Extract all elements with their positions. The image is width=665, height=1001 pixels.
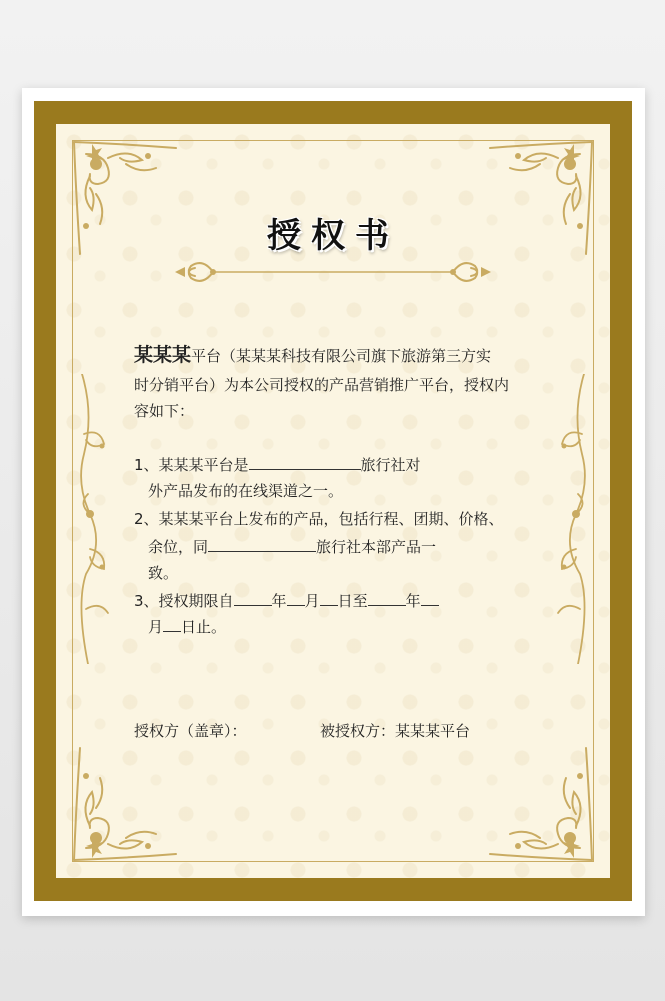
clause-1-line-1 [134, 452, 421, 479]
blank-end-month [421, 589, 439, 606]
clause-2-line-3: 致。 [148, 564, 179, 582]
grantor-signature-label: 授权方（盖章）： [134, 722, 247, 740]
intro-line-1-text: 平台（某某某科技有限公司旗下旅游第三方实 [191, 347, 492, 365]
clause-1-text-a: 1、某某某平台是 [134, 456, 249, 474]
platform-name-highlight: 某某某 [134, 344, 192, 366]
document-title: 授权书 [267, 216, 399, 256]
side-vine-icon [552, 374, 592, 664]
clause-1-text-b: 旅行社对 [360, 456, 421, 474]
clause-2-text-b: 旅行社本部产品一 [316, 538, 437, 556]
title-divider-flourish-icon [173, 252, 493, 292]
clause-2-line-2 [148, 534, 436, 561]
blank-start-month [287, 589, 305, 606]
blank-agency-name [249, 453, 361, 470]
blank-agency-name [208, 535, 316, 552]
intro-line-2: 时分销平台）为本公司授权的产品营销推广平台，授权内 [134, 376, 510, 394]
clause-3-line-2 [148, 614, 226, 641]
clause-3-text-g: 日止。 [181, 618, 227, 636]
blank-end-day [163, 615, 181, 632]
blank-start-year [234, 589, 272, 606]
clause-3-text-d: 日至 [337, 592, 368, 610]
clause-3-line-1 [134, 588, 439, 615]
intro-line-3: 容如下： [134, 402, 195, 420]
side-vine-icon [74, 374, 114, 664]
intro-line-1 [134, 342, 491, 370]
clause-3-text-f: 月 [148, 618, 164, 636]
clause-3-text-b: 年 [271, 592, 287, 610]
corner-flourish-icon [480, 738, 600, 868]
clause-3-text-c: 月 [304, 592, 320, 610]
clause-3-text-e: 年 [405, 592, 421, 610]
clause-3-text-a: 3、授权期限自 [134, 592, 234, 610]
blank-start-day [320, 589, 338, 606]
clause-2-line-1: 2、某某某平台上发布的产品，包括行程、团期、价格、 [134, 510, 504, 528]
corner-flourish-icon [66, 738, 186, 868]
grantee-signature-label: 被授权方：某某某平台 [320, 722, 471, 740]
clause-2-text-a: 余位，同 [148, 538, 209, 556]
clause-1-line-2: 外产品发布的在线渠道之一。 [148, 482, 344, 500]
certificate-paper [56, 124, 610, 878]
blank-end-year [368, 589, 406, 606]
